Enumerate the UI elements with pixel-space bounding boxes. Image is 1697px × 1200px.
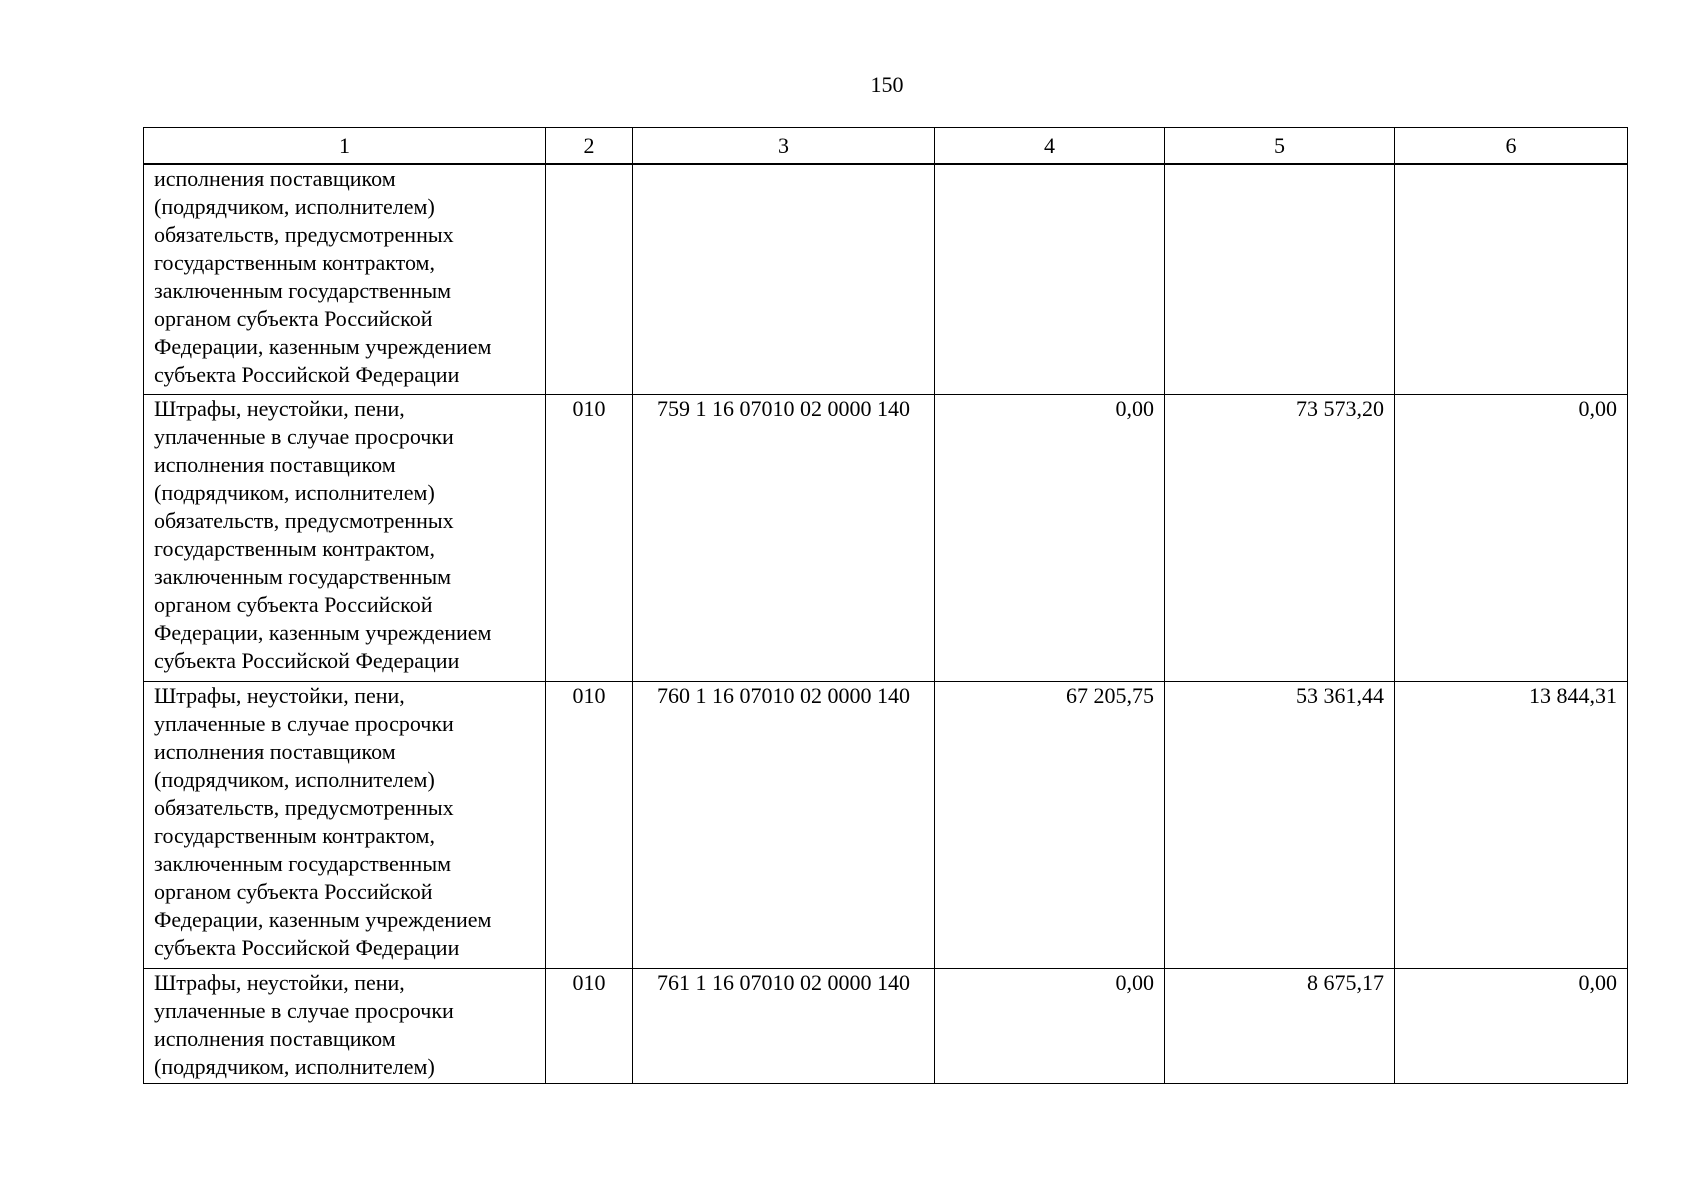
- table-row: [144, 682, 1628, 969]
- header-row: [144, 128, 1628, 165]
- column-header-2: 2: [546, 128, 633, 165]
- row-col6: 13 844,31: [1395, 682, 1628, 969]
- row-col5: 73 573,20: [1165, 395, 1395, 682]
- row-col4: 0,00: [935, 395, 1165, 682]
- row-col4: 0,00: [935, 969, 1165, 1084]
- column-header-4: 4: [935, 128, 1165, 165]
- row-name: исполнения поставщиком (подрядчиком, исполнителем) обязательств, предусмотренных государственным контрактом, заключенным государственным органом субъекта Российской Федерации, казенным учреждением субъекта Российской Федерации: [144, 164, 546, 395]
- table-row: [144, 969, 1628, 1084]
- table-body: [144, 164, 1628, 1084]
- row-code: 010: [546, 969, 633, 1084]
- row-code: 010: [546, 682, 633, 969]
- column-header-6: 6: [1395, 128, 1628, 165]
- row-kbk: [633, 164, 935, 395]
- row-col6: 0,00: [1395, 395, 1628, 682]
- column-header-1: 1: [144, 128, 546, 165]
- row-col6: 0,00: [1395, 969, 1628, 1084]
- row-col5: 8 675,17: [1165, 969, 1395, 1084]
- row-name: Штрафы, неустойки, пени, уплаченные в случае просрочки исполнения поставщиком (подрядчиком, исполнителем): [144, 969, 546, 1084]
- table-header: [144, 128, 1628, 165]
- row-code: 010: [546, 395, 633, 682]
- row-col5: [1165, 164, 1395, 395]
- row-kbk: 761 1 16 07010 02 0000 140: [633, 969, 935, 1084]
- row-kbk: 760 1 16 07010 02 0000 140: [633, 682, 935, 969]
- report-table: [143, 127, 1628, 1084]
- row-name: Штрафы, неустойки, пени, уплаченные в случае просрочки исполнения поставщиком (подрядчиком, исполнителем) обязательств, предусмотренных государственным контрактом, заключенным государственным органом субъекта Российской Федерации, казенным учреждением субъекта Российской Федерации: [144, 395, 546, 682]
- row-name: Штрафы, неустойки, пени, уплаченные в случае просрочки исполнения поставщиком (подрядчиком, исполнителем) обязательств, предусмотренных государственным контрактом, заключенным государственным органом субъекта Российской Федерации, казенным учреждением субъекта Российской Федерации: [144, 682, 546, 969]
- table-row: [144, 395, 1628, 682]
- column-header-5: 5: [1165, 128, 1395, 165]
- row-kbk: 759 1 16 07010 02 0000 140: [633, 395, 935, 682]
- row-col5: 53 361,44: [1165, 682, 1395, 969]
- row-code: [546, 164, 633, 395]
- row-col4: 67 205,75: [935, 682, 1165, 969]
- row-col4: [935, 164, 1165, 395]
- row-col6: [1395, 164, 1628, 395]
- table-row: [144, 164, 1628, 395]
- page-number: 150: [870, 72, 904, 97]
- column-header-3: 3: [633, 128, 935, 165]
